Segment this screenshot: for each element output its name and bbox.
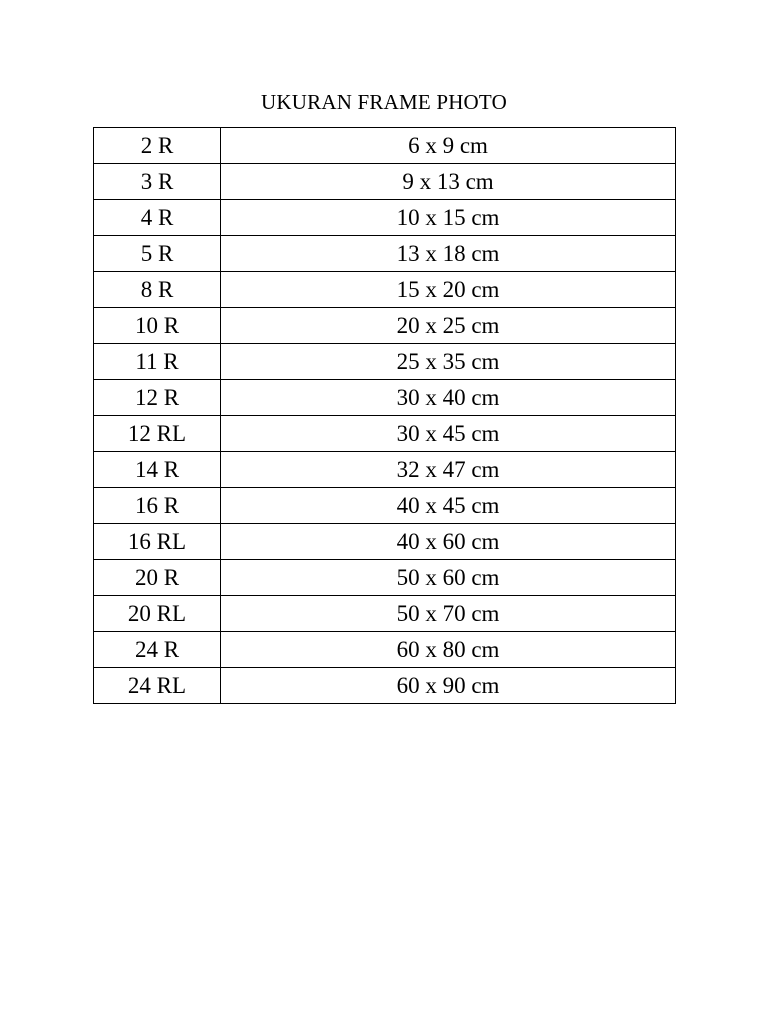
frame-size-cell: 3 R [94, 164, 221, 200]
frame-size-cell: 24 RL [94, 668, 221, 704]
frame-size-table [93, 127, 676, 704]
frame-dimension-cell: 25 x 35 cm [221, 344, 676, 380]
frame-dimension-cell: 30 x 40 cm [221, 380, 676, 416]
table-row [94, 488, 676, 524]
frame-size-cell: 20 R [94, 560, 221, 596]
frame-size-cell: 5 R [94, 236, 221, 272]
frame-dimension-cell: 40 x 60 cm [221, 524, 676, 560]
frame-size-cell: 16 R [94, 488, 221, 524]
frame-dimension-cell: 10 x 15 cm [221, 200, 676, 236]
frame-dimension-cell: 60 x 80 cm [221, 632, 676, 668]
frame-size-cell: 20 RL [94, 596, 221, 632]
table-row [94, 344, 676, 380]
frame-size-cell: 4 R [94, 200, 221, 236]
frame-size-cell: 24 R [94, 632, 221, 668]
table-row [94, 272, 676, 308]
frame-size-cell: 12 R [94, 380, 221, 416]
table-row [94, 560, 676, 596]
frame-size-cell: 10 R [94, 308, 221, 344]
frame-dimension-cell: 50 x 70 cm [221, 596, 676, 632]
table-row [94, 632, 676, 668]
frame-dimension-cell: 20 x 25 cm [221, 308, 676, 344]
frame-dimension-cell: 9 x 13 cm [221, 164, 676, 200]
frame-size-cell: 12 RL [94, 416, 221, 452]
frame-dimension-cell: 60 x 90 cm [221, 668, 676, 704]
frame-dimension-cell: 6 x 9 cm [221, 128, 676, 164]
table-row [94, 128, 676, 164]
frame-size-cell: 8 R [94, 272, 221, 308]
frame-dimension-cell: 13 x 18 cm [221, 236, 676, 272]
table-row [94, 164, 676, 200]
frame-dimension-cell: 32 x 47 cm [221, 452, 676, 488]
frame-dimension-cell: 30 x 45 cm [221, 416, 676, 452]
table-row [94, 596, 676, 632]
table-row [94, 200, 676, 236]
frame-dimension-cell: 50 x 60 cm [221, 560, 676, 596]
frame-dimension-cell: 40 x 45 cm [221, 488, 676, 524]
table-row [94, 524, 676, 560]
frame-size-table-body [94, 128, 676, 704]
table-row [94, 668, 676, 704]
frame-size-cell: 16 RL [94, 524, 221, 560]
document-title: UKURAN FRAME PHOTO [261, 90, 507, 114]
table-row [94, 380, 676, 416]
frame-size-cell: 14 R [94, 452, 221, 488]
frame-dimension-cell: 15 x 20 cm [221, 272, 676, 308]
table-row [94, 416, 676, 452]
table-row [94, 308, 676, 344]
table-row [94, 236, 676, 272]
frame-size-cell: 2 R [94, 128, 221, 164]
frame-size-cell: 11 R [94, 344, 221, 380]
table-row [94, 452, 676, 488]
